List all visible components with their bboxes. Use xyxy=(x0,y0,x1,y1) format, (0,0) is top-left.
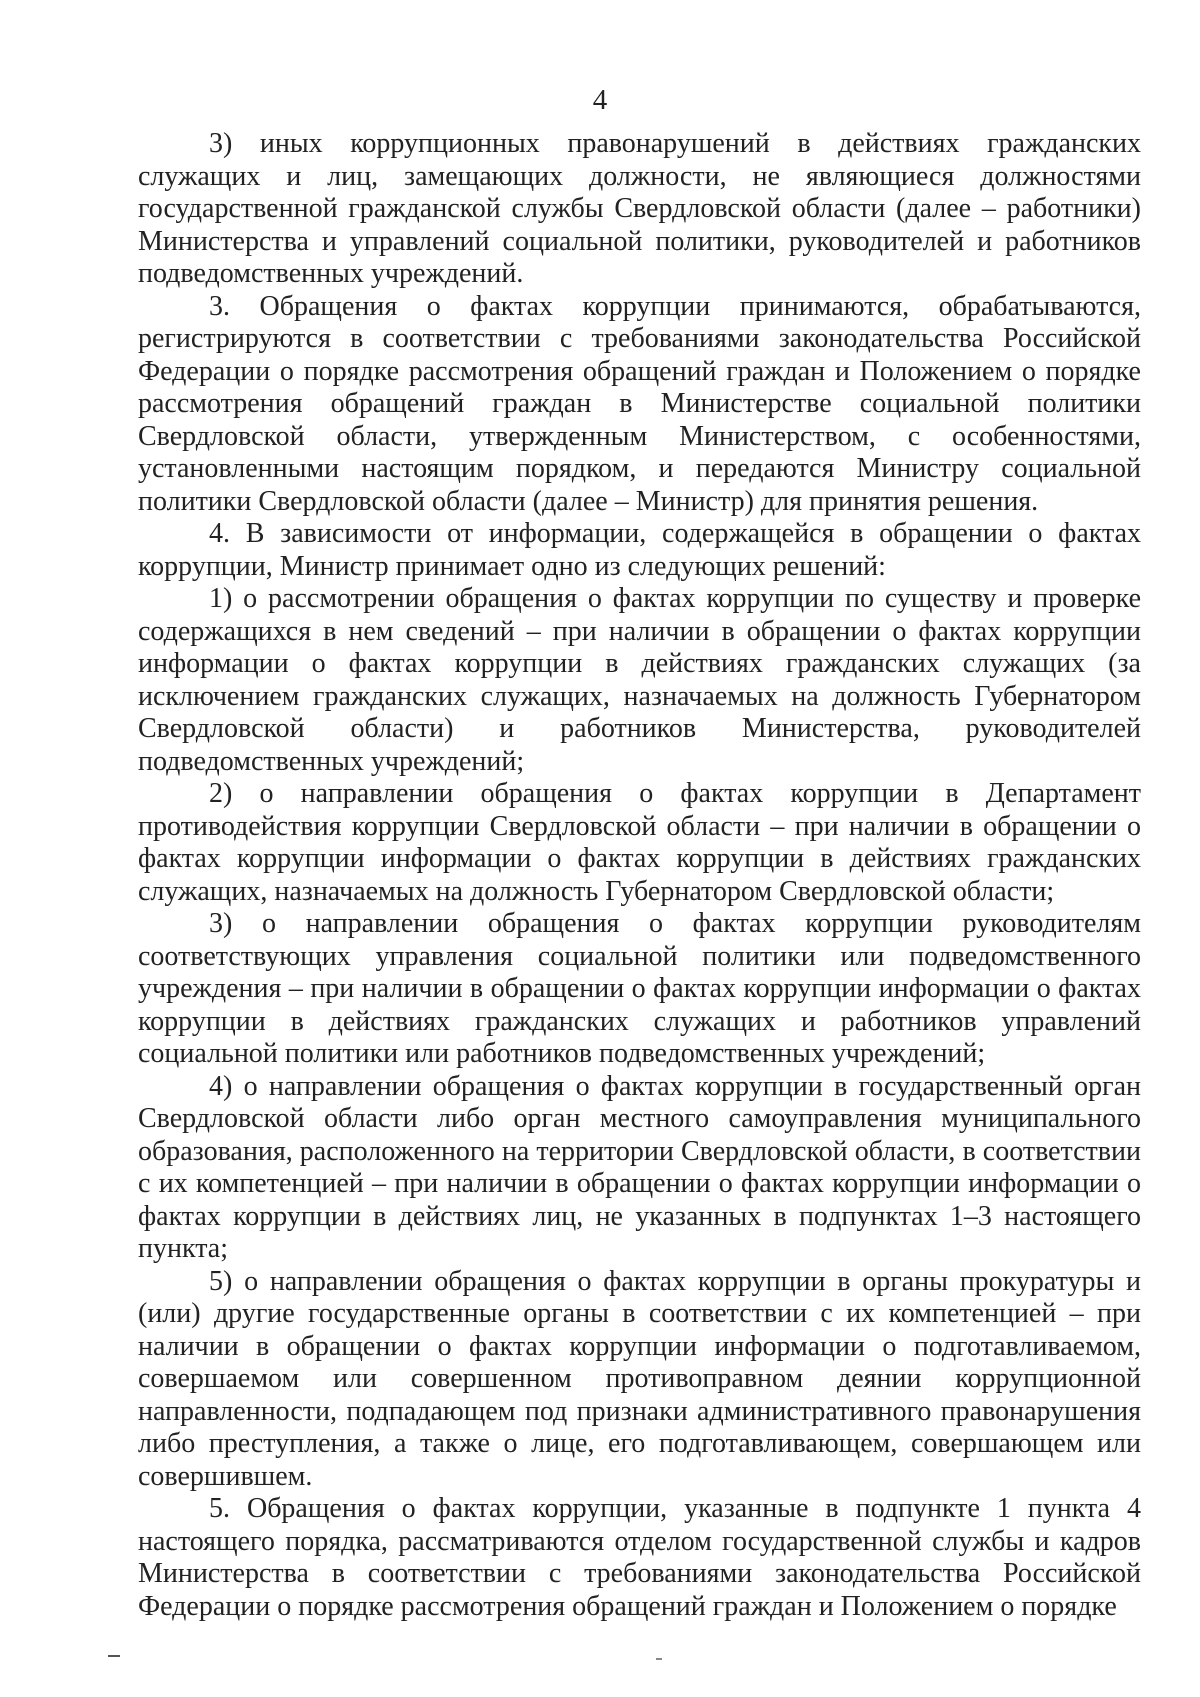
paragraph-item-5-review: 5. Обращения о фактах коррупции, указанные в подпункте 1 пункта 4 настоящего порядка, рассматриваются отделом государственной службы и кадров Министерства в соответствии с требованиями законодательства Российской Федерации о порядке рассмотрения обращений граждан и Положением о порядке xyxy=(138,1493,1141,1622)
paragraph-subitem-3-managers: 3) о направлении обращения о фактах коррупции руководителям соответствующих управления социальной политики или подведомственного учреждения – при наличии в обращении о фактах коррупции информации о фактах коррупции в действиях гражданских служащих и работников управлений социальной политики или работников подведомственных учреждений; xyxy=(138,908,1141,1069)
paragraph-item-4-decisions: 4. В зависимости от информации, содержащейся в обращении о фактах коррупции, Министр принимает одно из следующих решений: xyxy=(138,518,1141,582)
paragraph-subitem-3-other-offenses: 3) иных коррупционных правонарушений в действиях гражданских служащих и лиц, замещающих должности, не являющиеся должностями государственной гражданской службы Свердловской области (далее – работники) Министерства и управлений социальной политики, руководителей и работников подведомственных учреждений. xyxy=(138,128,1141,289)
scan-artifact-mark xyxy=(108,1655,120,1657)
scan-artifact-mark xyxy=(656,1658,662,1660)
paragraph-subitem-5-prosecution: 5) о направлении обращения о фактах коррупции в органы прокуратуры и (или) другие государственные органы в соответствии с их компетенцией – при наличии в обращении о фактах коррупции информации о подготавливаемом, совершаемом или совершенном противоправном деянии коррупционной направленности, подпадающем под признаки административного правонарушения либо преступления, а также о лице, его подготавливающем, совершающем или совершившем. xyxy=(138,1265,1141,1492)
paragraph-item-3-reception: 3. Обращения о фактах коррупции принимаются, обрабатываются, регистрируются в соответствии с требованиями законодательства Российской Федерации о порядке рассмотрения обращений граждан и Положением о порядке рассмотрения обращений граждан в Министерстве социальной политики Свердловской области, утвержденным Министерством, с особенностями, установленными настоящим порядком, и передаются Министру социальной политики Свердловской области (далее – Министр) для принятия решения. xyxy=(138,290,1141,517)
document-body xyxy=(138,128,1141,1623)
paragraph-subitem-1-consideration: 1) о рассмотрении обращения о фактах коррупции по существу и проверке содержащихся в нем сведений – при наличии в обращении о фактах коррупции информации о фактах коррупции в действиях гражданских служащих (за исключением гражданских служащих, назначаемых на должность Губернатором Свердловской области) и работников Министерства, руководителей подведомственных учреждений; xyxy=(138,583,1141,777)
paragraph-subitem-2-department: 2) о направлении обращения о фактах коррупции в Департамент противодействия коррупции Свердловской области – при наличии в обращении о фактах коррупции информации о фактах коррупции в действиях гражданских служащих, назначаемых на должность Губернатором Свердловской области; xyxy=(138,778,1141,907)
page-number: 4 xyxy=(592,84,608,116)
paragraph-subitem-4-state-body: 4) о направлении обращения о фактах коррупции в государственный орган Свердловской области либо орган местного самоуправления муниципального образования, расположенного на территории Свердловской области, в соответствии с их компетенцией – при наличии в обращении о фактах коррупции информации о фактах коррупции в действиях лиц, не указанных в подпунктах 1–3 настоящего пункта; xyxy=(138,1070,1141,1264)
